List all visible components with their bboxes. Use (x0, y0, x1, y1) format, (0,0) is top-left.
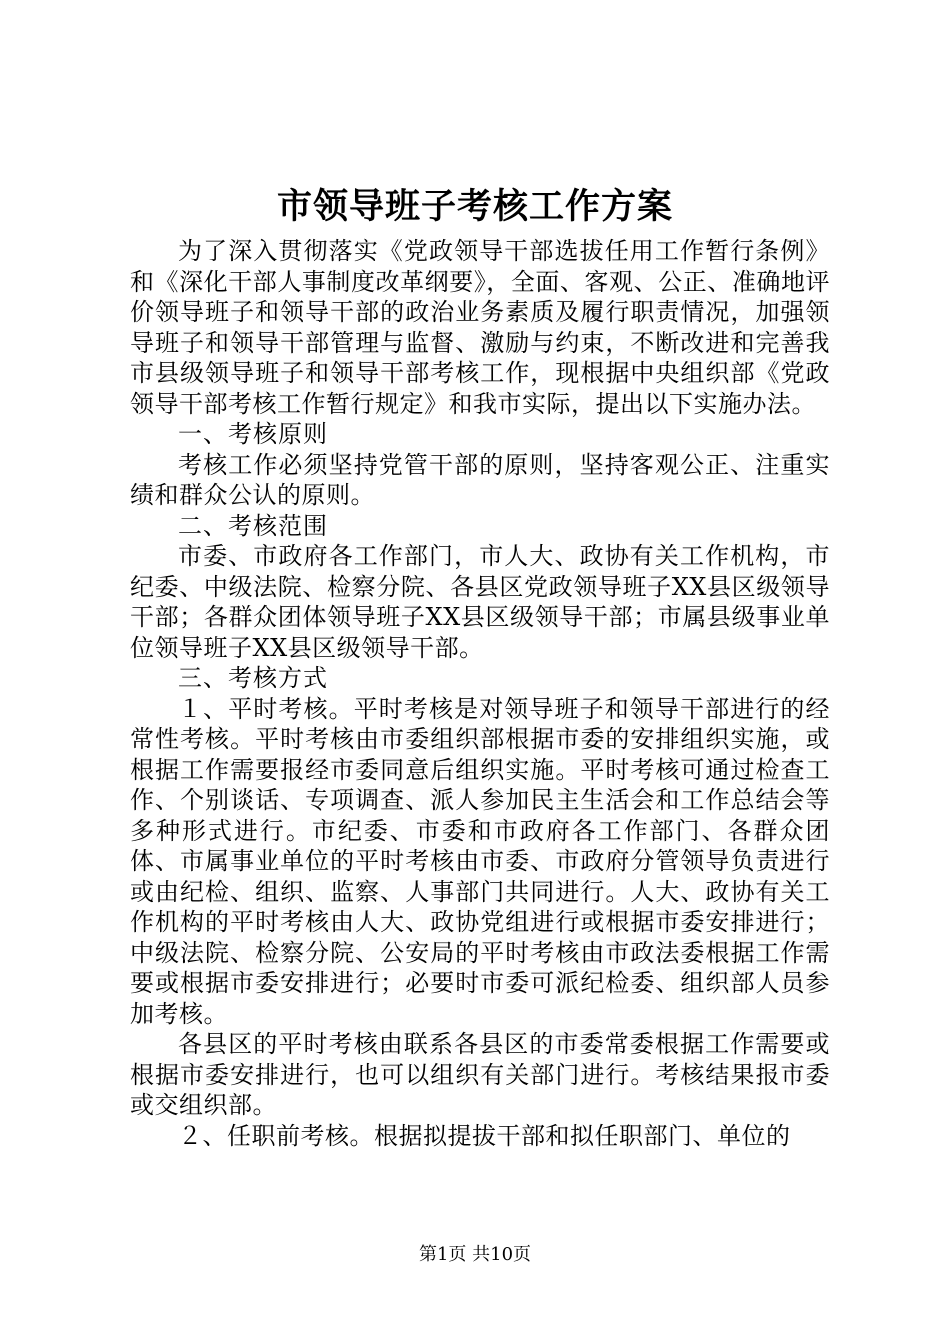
section-heading-scope: 二、考核范围 (178, 511, 328, 540)
document-title: 市领导班子考核工作方案 (276, 186, 673, 227)
document-body (130, 236, 830, 1151)
routine-assessment-paragraph: １、平时考核。平时考核是对领导班子和领导干部进行的经常性考核。平时考核由市委组织部根据市委的安排组织实施，或根据工作需要报经市委同意后组织实施。平时考核可通过检查工作、个别谈话、专项调查、派人参加民主生活会和工作总结会等多种形式进行。市纪委、市委和市政府各工作部门、各群众团体、市属事业单位的平时考核由市委、市政府分管领导负责进行或由纪检、组织、监察、人事部门共同进行。人大、政协有关工作机构的平时考核由人大、政协党组进行或根据市委安排进行；中级法院、检察分院、公安局的平时考核由市政法委根据工作需要或根据市委安排进行；必要时市委可派纪检委、组织部人员参加考核。 (130, 694, 830, 1028)
page-number-footer: 第1页 共10页 (418, 1244, 532, 1265)
section-heading-principles: 一、考核原则 (178, 420, 328, 448)
intro-paragraph: 为了深入贯彻落实《党政领导干部选拔任用工作暂行条例》和《深化干部人事制度改革纲要》，全面、客观、公正、准确地评价领导班子和领导干部的政治业务素质及履行职责情况，加强领导班子和领导干部管理与监督、激励与约束，不断改进和完善我市县级领导班子和领导干部考核工作，现根据中央组织部《党政领导干部考核工作暂行规定》和我市实际，提出以下实施办法。 (130, 237, 830, 418)
pre-appointment-paragraph: ２、任职前考核。根据拟提拔干部和拟任职部门、单位的 (178, 1121, 791, 1150)
county-assessment-paragraph: 各县区的平时考核由联系各县区的市委常委根据工作需要或根据市委安排进行，也可以组织有关部门进行。考核结果报市委或交组织部。 (130, 1030, 830, 1119)
scope-paragraph: 市委、市政府各工作部门，市人大、政协有关工作机构，市纪委、中级法院、检察分院、各县区党政领导班子XX县区级领导干部；各群众团体领导班子XX县区级领导干部；市属县级事业单位领导班子XX县区级领导干部。 (130, 542, 830, 662)
section-heading-methods: 三、考核方式 (178, 664, 328, 692)
principles-paragraph: 考核工作必须坚持党管干部的原则，坚持客观公正、注重实绩和群众公认的原则。 (130, 450, 830, 509)
